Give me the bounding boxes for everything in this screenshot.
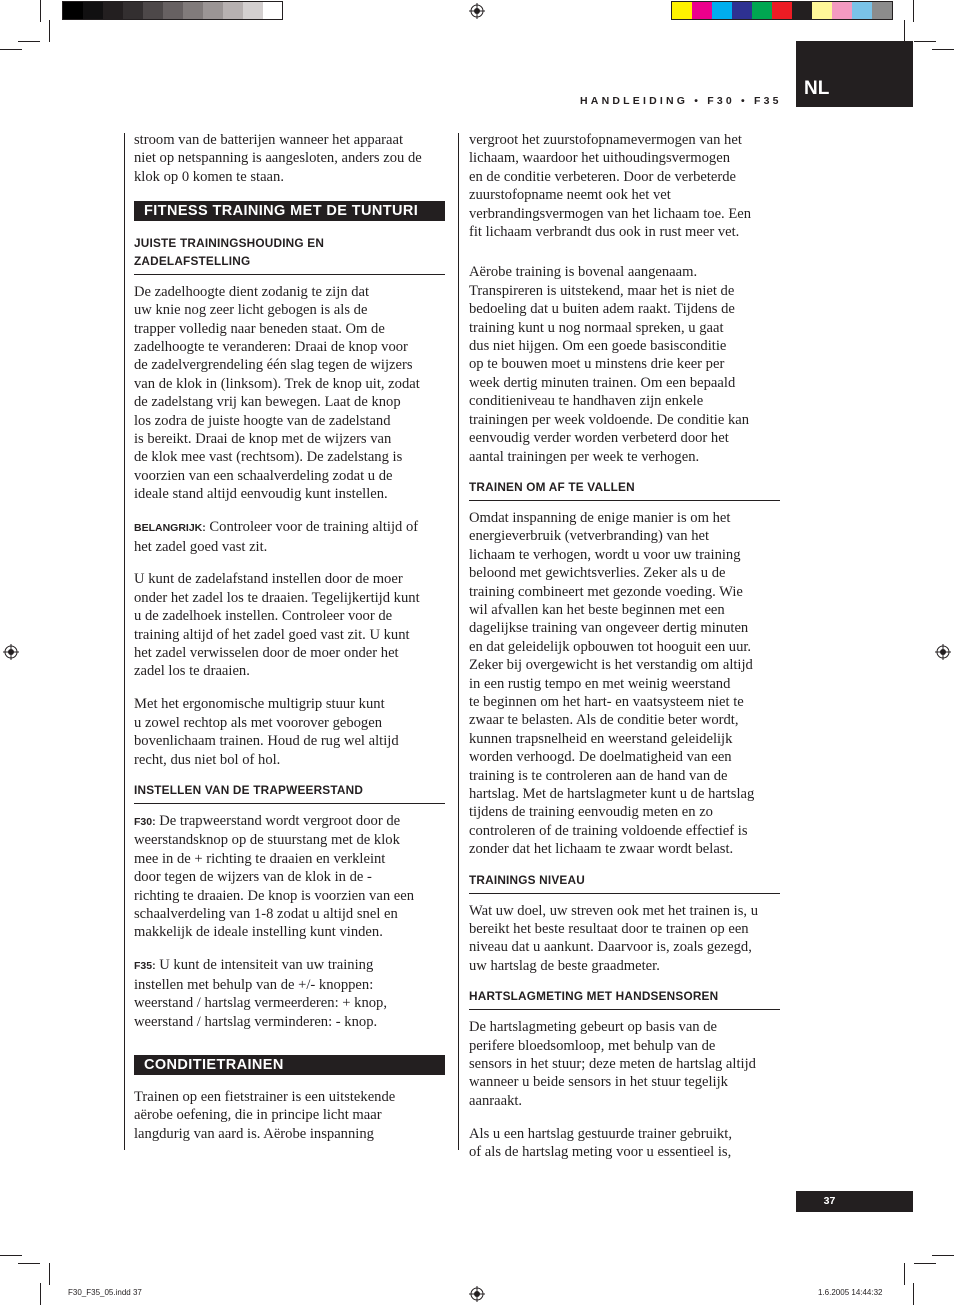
crop-mark: [932, 49, 954, 50]
section-banner-condition-training: CONDITIETRAINEN: [134, 1055, 445, 1075]
color-swatch: [792, 2, 812, 19]
color-swatch: [752, 2, 772, 19]
crop-mark: [904, 20, 905, 42]
crop-mark: [40, 1283, 41, 1305]
crop-mark: [904, 1263, 905, 1285]
color-swatch: [103, 2, 123, 19]
f30-paragraph: [134, 812, 445, 942]
registration-mark-icon: [469, 3, 485, 19]
process-color-bar: [671, 1, 893, 20]
crop-mark: [932, 1255, 954, 1256]
body-paragraph: Met het ergonomische multigrip stuur kunt u zowel rechtop als met voorover gebogen bovenlichaam trainen. Houd de rug wel altijd recht, dus niet bol of hol.: [134, 696, 399, 768]
f35-paragraph: [134, 956, 445, 1031]
color-swatch: [63, 2, 83, 19]
crop-mark: [913, 0, 914, 22]
color-swatch: [123, 2, 143, 19]
color-swatch: [732, 2, 752, 19]
f30-label: F30:: [134, 815, 156, 828]
body-paragraph: Trainen op een fietstrainer is een uitstekende aërobe oefening, die in principe licht maar langdurig van aard is. Aërobe inspanning: [134, 1088, 396, 1142]
section-banner-fitness-training: FITNESS TRAINING MET DE TUNTURI: [134, 201, 445, 221]
right-column: [469, 131, 780, 1176]
color-swatch: [872, 2, 892, 19]
color-swatch: [672, 2, 692, 19]
color-swatch: [163, 2, 183, 19]
crop-mark: [40, 0, 41, 22]
left-column: [134, 131, 445, 1158]
f35-text: U kunt de intensiteit van uw training instellen met behulp van de +/- knoppen: weerstand / hartslag vermeerderen: + knop, weerstand / hartslag verminderen: - knop.: [134, 957, 387, 1030]
color-swatch: [852, 2, 872, 19]
crop-mark: [49, 1263, 50, 1285]
body-paragraph: De hartslagmeting gebeurt op basis van de perifere bloedsomloop, met behulp van de sensors in het stuur; deze meten de hartslag altijd wanneer u beide sensors in het stuur tegelijk aanraakt.: [469, 1019, 756, 1109]
column-rule: [458, 133, 459, 1150]
body-paragraph: Omdat inspanning de enige manier is om het energieverbruik (vetverbranding) van het lichaam te verhogen, wordt u voor uw training beloond met gewichtsverlies. Zeker als u de training combineert met gezonde voeding. Wie wil afvallen kan het beste beginnen met een dagelijkse training van ongeveer dertig minuten en dat geleidelijk opbouwen tot hooguit een uur. Zeker bij overgewicht is het verstandig om altijd in een rustig tempo en met weinig weerstand te beginnen om het hart- en vaatsysteem niet te zwaar te belasten. Als de conditie beter wordt, kunnen trapsnelheid en weerstand geleidelijk worden verhoogd. De doelmatigheid van een training is te controleren aan de hand van de hartslag. Met de hartslagmeter kunt u de hartslag tijdens de training eenvoudig meten en zo controleren of de training voldoende effectief is zonder dat het lichaam te zwaar wordt belast.: [469, 509, 755, 858]
registration-mark-icon: [935, 644, 951, 660]
body-paragraph: Wat uw doel, uw streven ook met het trainen is, u bereikt het beste resultaat door te trainen op een niveau dat u aankunt. Daarvoor is, zoals gezegd, uw hartslag de beste graadmeter.: [469, 902, 759, 974]
body-paragraph: De zadelhoogte dient zodanig te zijn dat uw knie nog zeer licht gebogen is als de trapper volledig naar beneden staat. Om de zadelhoogte te veranderen: Draai de knop voor de zadelvergrendeling één slag tegen de wijzers van de klok in (linksom). Trek de knop uit, zodat de zadelstang vrij kan bewegen. Laat de knop los zodra de juiste hoogte van de zadelstand is bereikt. Draai de knop met de wijzers van de klok mee vast (rechtsom). De zadelstang is voorzien van een schaalverdeling zodat u de ideale stand altijd eenvoudig kunt instellen.: [134, 283, 420, 503]
subheading-weight-loss: TRAINEN OM AF TE VALLEN: [469, 478, 780, 501]
f30-text: De trapweerstand wordt vergroot door de weerstandsknop op de stuurstang met de klok mee in de + richting te draaien en verkleint door tegen de wijzers van de klok in de - richting te draaien. De knop is voorzien van een schaalverdeling van 1-8 zodat u altijd snel en makkelijk de ideale instelling kunt vinden.: [134, 812, 415, 941]
color-swatch: [772, 2, 792, 19]
crop-mark: [914, 1263, 936, 1264]
body-paragraph: vergroot het zuurstofopnamevermogen van het lichaam, waardoor het uithoudingsvermogen en de conditie verbeteren. Door de verbeterde zuurstofopname neemt ook het vet verbrandingsvermogen van het lichaam toe. Een fit lichaam verbrandt dus ook in rust meer vet.: [469, 132, 752, 241]
crop-mark: [914, 41, 936, 42]
color-swatch: [812, 2, 832, 19]
subheading-heart-rate: HARTSLAGMETING MET HANDSENSOREN: [469, 987, 780, 1010]
manual-header: HANDLEIDING • F30 • F35: [580, 95, 782, 107]
color-swatch: [183, 2, 203, 19]
file-slug: F30_F35_05.indd 37: [68, 1288, 142, 1297]
registration-mark-icon: [469, 1286, 485, 1302]
color-swatch: [83, 2, 103, 19]
grayscale-color-bar: [62, 1, 283, 20]
color-swatch: [203, 2, 223, 19]
column-rule: [124, 133, 125, 1150]
subheading-training-level: TRAININGS NIVEAU: [469, 871, 780, 894]
crop-mark: [18, 41, 40, 42]
color-swatch: [692, 2, 712, 19]
f35-label: F35:: [134, 960, 156, 973]
important-label: BELANGRIJK:: [134, 522, 206, 535]
registration-mark-icon: [3, 644, 19, 660]
body-paragraph: Als u een hartslag gestuurde trainer gebruikt, of als de hartslag meting voor u essentieel is,: [469, 1125, 733, 1161]
page-number: 37: [796, 1191, 913, 1212]
body-paragraph: Aërobe training is bovenal aangenaam. Transpireren is uitstekend, maar het is niet de bedoeling dat u buiten adem raakt. Tijdens de training kunt u nog normaal spreken, u gaat dus niet hijgen. Om een goede basisconditie op te bouwen moet u minstens drie keer per week dertig minuten trainen. Om een bepaald conditieniveau te handhaven zijn enkele trainingen per week voldoende. De conditie kan eenvoudig verder worden verbeterd door het aantal trainingen per week te verhogen.: [469, 264, 750, 465]
language-code: NL: [804, 78, 830, 99]
color-swatch: [243, 2, 263, 19]
body-paragraph: U kunt de zadelafstand instellen door de moer onder het zadel los te draaien. Tegelijkertijd kunt u de zadelhoek instellen. Controleer voor de training altijd of het zadel goed vast zit. U kunt het zadel verwisselen door de moer onder het zadel los te draaien.: [134, 571, 420, 680]
crop-mark: [0, 1255, 22, 1256]
language-tab: [796, 41, 913, 107]
color-swatch: [223, 2, 243, 19]
crop-mark: [0, 49, 22, 50]
color-swatch: [712, 2, 732, 19]
intro-paragraph: stroom van de batterijen wanneer het apparaat niet op netspanning is aangesloten, anders zou de klok op 0 komen te staan.: [134, 132, 422, 185]
subheading-resistance: INSTELLEN VAN DE TRAPWEERSTAND: [134, 781, 445, 804]
subheading-training-posture: JUISTE TRAININGSHOUDING EN ZADELAFSTELLING: [134, 234, 445, 275]
important-text: Controleer voor de training altijd of het zadel goed vast zit.: [134, 519, 419, 555]
color-swatch: [832, 2, 852, 19]
crop-mark: [913, 1283, 914, 1305]
date-slug: 1.6.2005 14:44:32: [818, 1288, 883, 1297]
important-note: [134, 518, 445, 556]
crop-mark: [18, 1263, 40, 1264]
crop-mark: [49, 20, 50, 42]
color-swatch: [143, 2, 163, 19]
